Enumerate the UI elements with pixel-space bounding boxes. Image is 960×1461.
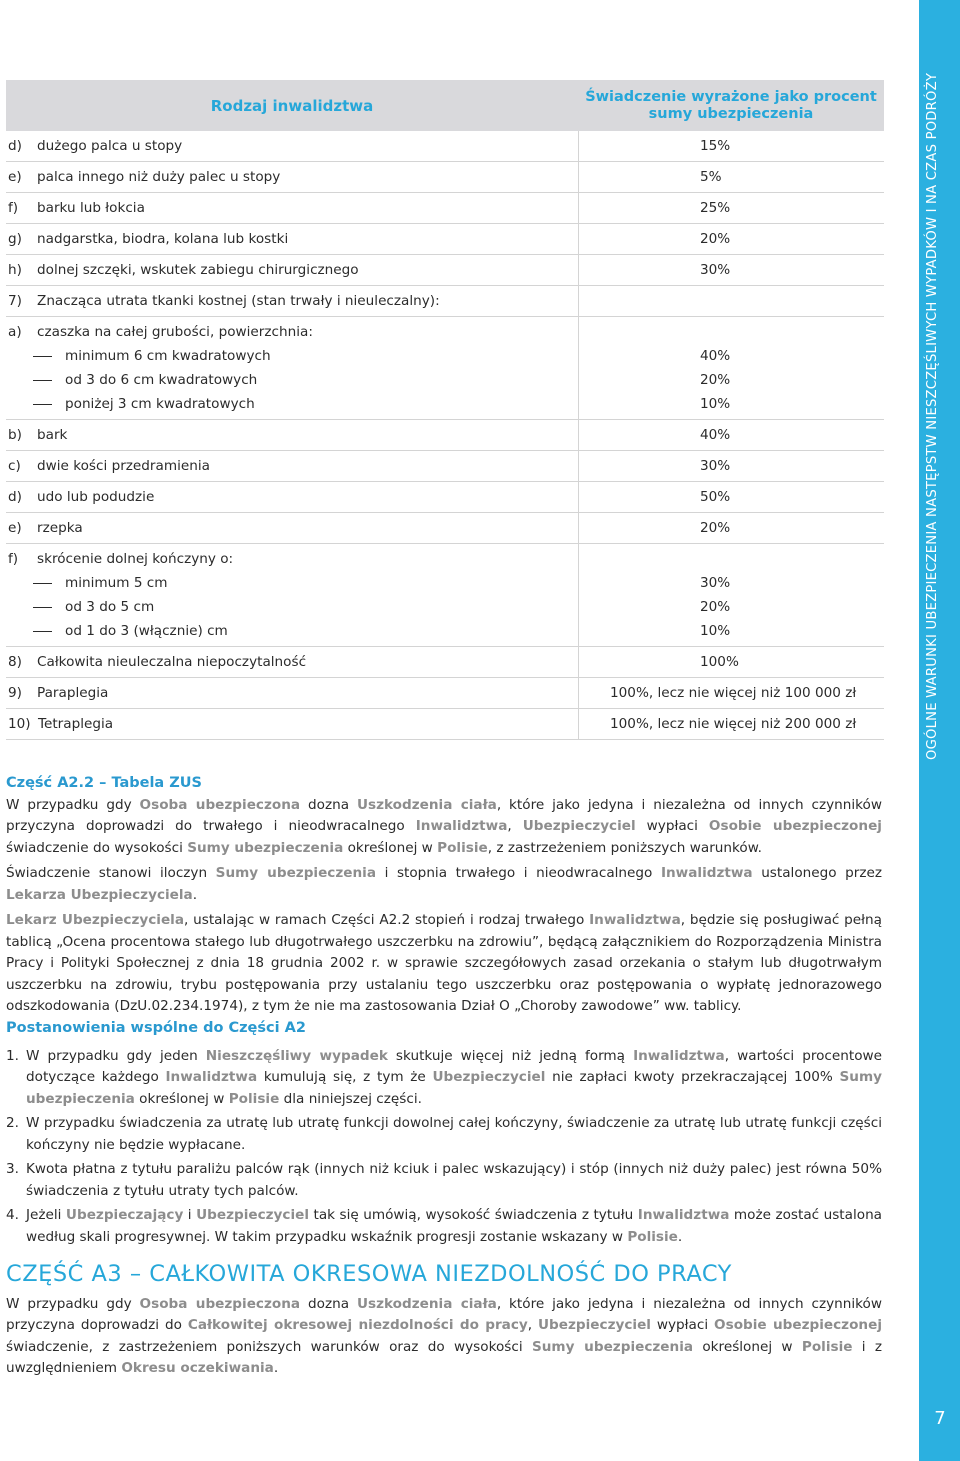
row-description — [6, 165, 578, 189]
table-row — [6, 255, 884, 286]
row-benefit — [578, 258, 884, 282]
sub-row-text: minimum 5 cm — [65, 575, 168, 591]
row-value: 20% — [700, 231, 731, 247]
provision-item — [6, 1113, 882, 1156]
row-text: dużego palca u stopy — [37, 138, 183, 154]
row-text: Tetraplegia — [38, 716, 114, 732]
table-row — [6, 513, 884, 544]
row-text: Paraplegia — [37, 685, 109, 701]
defined-term: Osoba ubezpieczona — [139, 796, 301, 813]
provision-text: W przypadku świadczenia za utratę lub utratę funkcji dowolnej całej kończyny, świadczenie za utratę lub utratę funkcji części kończyny nie będzie wypłacane. — [26, 1115, 882, 1153]
section-a2-2-paragraph-3: Lekarz Ubezpieczyciela, ustalając w ramach Części A2.2 stopień i rodzaj trwałego Inwalidztwa, będzie się posługiwać pełną tablicą „Ocena procentowa stałego lub długotrwałego uszczerbku na zdrowiu”, będącą załącznikiem do Rozporządzenia Ministra Pracy i Polityki Społecznej z dnia 18 grudnia 2002 r. w sprawie szczegółowych zasad orzekania o stałym lub długotrwałym uszczerbku na zdrowiu, trybu postępowania przy ustalaniu tego uszczerbku oraz postępowania o wypłatę jednorazowego odszkodowania (DzU.02.234.1974), z tym że nie ma zastosowania Dział O „Choroby zawodowe” ww. tablicy. — [6, 912, 882, 1014]
row-label: h) — [8, 262, 22, 278]
header-disability-type: Rodzaj inwalidztwa — [210, 96, 374, 115]
row-label: 8) — [8, 654, 22, 670]
row-description — [6, 227, 578, 251]
defined-term: Inwalidztwa — [165, 1069, 258, 1085]
defined-term: Inwalidztwa — [660, 865, 753, 881]
row-value: 50% — [700, 489, 731, 505]
defined-term: Inwalidztwa — [633, 1047, 725, 1064]
row-description — [6, 516, 578, 540]
common-provisions-list — [6, 1046, 882, 1249]
sub-row-text: od 3 do 5 cm — [65, 599, 155, 615]
row-description — [6, 681, 578, 705]
row-benefit — [578, 712, 884, 736]
sub-row-value: 10% — [700, 623, 731, 639]
row-value: 5% — [700, 169, 722, 185]
column-divider — [578, 131, 579, 740]
defined-term: Inwalidztwa — [415, 818, 508, 834]
defined-term: Nieszczęśliwy wypadek — [205, 1047, 388, 1064]
row-description — [6, 289, 578, 313]
table-row — [6, 678, 884, 709]
section-a3-paragraph-1: W przypadku gdy Osoba ubezpieczona dozna Uszkodzenia ciała, które jako jedyna i niezależna od innych czynników przyczyna doprowadzi do Całkowitej okresowej niezdolności do pracy, Ubezpieczyciel wypłaci Osobie ubezpieczonej świadczenie, z zastrzeżeniem poniższych warunków oraz do wysokości Sumy ubezpieczenia określonej w Polisie i z uwzględnieniem Okresu oczekiwania. — [6, 1295, 883, 1376]
row-description — [6, 423, 578, 447]
row-benefit — [578, 681, 884, 705]
defined-term: Inwalidztwa — [637, 1207, 730, 1223]
provision-item — [6, 1159, 882, 1202]
row-label: a) — [8, 324, 22, 340]
section-a2-2-paragraph-2: Świadczenie stanowi iloczyn Sumy ubezpieczenia i stopnia trwałego i nieodwracalnego Inwalidztwa ustalonego przez Lekarza Ubezpieczyciela. — [6, 865, 883, 903]
provision-item — [6, 1205, 882, 1248]
row-benefit — [578, 165, 884, 189]
provision-number: 3. — [6, 1161, 19, 1177]
defined-term: Uszkodzenia ciała — [356, 1295, 497, 1312]
side-label: OGÓLNE WARUNKI UBEZPIECZENIA NASTĘPSTW NIESZCZĘŚLIWYCH WYPADKÓW I NA CZAS PODRÓŻY — [925, 72, 940, 760]
row-description — [6, 196, 578, 220]
provision-number: 1. — [6, 1047, 19, 1064]
row-text: skrócenie dolnej kończyny o: — [37, 551, 234, 567]
row-benefit — [578, 227, 884, 251]
row-benefit — [578, 547, 884, 643]
defined-term: Ubezpieczający — [65, 1207, 184, 1223]
sub-row-value: 40% — [700, 348, 731, 364]
row-description — [6, 712, 578, 736]
row-benefit — [578, 134, 884, 158]
table-header — [6, 80, 884, 131]
provision-number: 2. — [6, 1115, 19, 1131]
row-label: 7) — [8, 293, 22, 309]
dash-bullet — [33, 404, 52, 405]
section-a2-2-heading: Część A2.2 – Tabela ZUS — [6, 775, 202, 791]
row-value: 100% — [700, 654, 739, 670]
table-row — [6, 162, 884, 193]
row-value: 25% — [700, 200, 731, 216]
table-row — [6, 193, 884, 224]
defined-term: Osobie ubezpieczonej — [708, 818, 882, 834]
row-value: 20% — [700, 520, 731, 536]
row-label: b) — [8, 427, 22, 443]
row-text: dwie kości przedramienia — [37, 458, 210, 474]
table-row — [6, 709, 884, 740]
sub-row-value: 30% — [700, 575, 731, 591]
row-text: nadgarstka, biodra, kolana lub kostki — [37, 231, 289, 247]
row-value: 30% — [700, 458, 731, 474]
defined-term: Polisie — [228, 1090, 280, 1107]
row-label: e) — [8, 169, 22, 185]
table-body — [6, 131, 884, 740]
defined-term: Ubezpieczyciel — [196, 1207, 310, 1223]
sub-row-text: poniżej 3 cm kwadratowych — [65, 396, 255, 412]
row-description — [6, 320, 578, 416]
row-label: 10) — [8, 716, 31, 732]
row-description — [6, 258, 578, 282]
row-text: czaszka na całej grubości, powierzchnia: — [37, 324, 313, 340]
table-row — [6, 482, 884, 513]
row-label: d) — [8, 138, 22, 154]
row-benefit — [578, 320, 884, 416]
table-row — [6, 420, 884, 451]
row-text: Całkowita nieuleczalna niepoczytalność — [37, 654, 307, 670]
row-label: d) — [8, 489, 22, 505]
dash-bullet — [33, 380, 52, 381]
row-benefit — [578, 196, 884, 220]
row-label: 9) — [8, 685, 22, 701]
defined-term: Inwalidztwa — [589, 912, 681, 928]
defined-term: Osoba ubezpieczona — [139, 1295, 301, 1312]
header-benefit-line2: sumy ubezpieczenia — [648, 105, 814, 122]
sub-row-value: 20% — [700, 372, 731, 388]
header-benefit-percent — [578, 80, 884, 131]
table-row — [6, 131, 884, 162]
defined-term: Osobie ubezpieczonej — [714, 1317, 882, 1333]
defined-term: Polisie — [801, 1338, 853, 1355]
row-label: e) — [8, 520, 22, 536]
defined-term: Polisie — [627, 1228, 678, 1245]
table-row — [6, 224, 884, 255]
page-number: 7 — [934, 1408, 946, 1429]
row-description — [6, 650, 578, 674]
dash-bullet — [33, 356, 52, 357]
row-benefit — [578, 289, 884, 313]
defined-term: Sumy ubezpieczenia — [215, 865, 377, 881]
row-label: g) — [8, 231, 22, 247]
table-row — [6, 544, 884, 647]
section-common-provisions — [6, 1018, 882, 1251]
benefits-table — [6, 80, 884, 740]
row-value: 40% — [700, 427, 731, 443]
dash-bullet — [33, 607, 52, 608]
row-value: 100%, lecz nie więcej niż 200 000 zł — [610, 716, 857, 732]
row-benefit — [578, 485, 884, 509]
section-a3-heading: CZĘŚĆ A3 – CAŁKOWITA OKRESOWA NIEZDOLNOŚĆ DO PRACY — [6, 1261, 732, 1287]
row-text: barku lub łokcia — [37, 200, 145, 216]
defined-term: Uszkodzenia ciała — [356, 796, 497, 813]
defined-term: Okresu oczekiwania — [121, 1360, 274, 1376]
section-a2-2 — [6, 773, 882, 1018]
sub-row-text: od 3 do 6 cm kwadratowych — [65, 372, 258, 388]
dash-bullet — [33, 631, 52, 632]
provision-text: W przypadku gdy jeden Nieszczęśliwy wypadek skutkuje więcej niż jedną formą Inwalidztwa, wartości procentowe dotyczące każdego Inwalidztwa kumulują się, z tym że Ubezpieczyciel nie zapłaci kwoty przekraczającej 100% Sumy ubezpieczenia określonej w Polisie dla niniejszej części. — [26, 1047, 883, 1107]
row-description — [6, 134, 578, 158]
row-label: f) — [8, 200, 19, 216]
row-label: c) — [8, 458, 21, 474]
row-benefit — [578, 516, 884, 540]
defined-term: Sumy ubezpieczenia — [187, 839, 344, 856]
sub-row-value: 20% — [700, 599, 731, 615]
defined-term: Lekarza Ubezpieczyciela — [6, 886, 193, 903]
defined-term: Ubezpieczyciel — [538, 1317, 651, 1333]
row-value: 15% — [700, 138, 731, 154]
row-description — [6, 547, 578, 643]
provision-text: Kwota płatna z tytułu paraliżu palców rąk (innych niż kciuk i palec wskazujący) i stóp (innych niż duży palec) jest równa 50% świadczenia z tytułu utraty tych palców. — [26, 1161, 882, 1199]
table-row — [6, 286, 884, 317]
defined-term: Ubezpieczyciel — [432, 1069, 546, 1085]
row-text: palca innego niż duży palec u stopy — [37, 169, 281, 185]
sub-row-text: od 1 do 3 (włącznie) cm — [65, 623, 228, 639]
defined-term: Całkowitej okresowej niezdolności do pracy — [187, 1317, 528, 1333]
row-text: dolnej szczęki, wskutek zabiegu chirurgicznego — [37, 262, 359, 278]
table-row — [6, 317, 884, 420]
defined-term: Ubezpieczyciel — [522, 818, 636, 834]
row-value: 100%, lecz nie więcej niż 100 000 zł — [610, 685, 857, 701]
table-row — [6, 451, 884, 482]
row-description — [6, 454, 578, 478]
sub-row-text: minimum 6 cm kwadratowych — [65, 348, 271, 364]
row-text: rzepka — [37, 520, 83, 536]
defined-term: Polisie — [437, 839, 488, 856]
row-value: 30% — [700, 262, 731, 278]
common-provisions-heading: Postanowienia wspólne do Części A2 — [6, 1020, 306, 1036]
row-text: udo lub podudzie — [37, 489, 155, 505]
section-a2-2-paragraph-1: W przypadku gdy Osoba ubezpieczona dozna Uszkodzenia ciała, które jako jedyna i niezależna od innych czynników przyczyna doprowadzi do trwałego i nieodwracalnego Inwalidztwa, Ubezpieczyciel wypłaci Osobie ubezpieczonej świadczenie do wysokości Sumy ubezpieczenia określonej w Polisie, z zastrzeżeniem poniższych warunków. — [6, 796, 882, 856]
dash-bullet — [33, 583, 52, 584]
section-a3 — [6, 1261, 883, 1380]
row-text: bark — [37, 427, 68, 443]
defined-term: Sumy ubezpieczenia — [531, 1338, 694, 1355]
provision-text: Jeżeli Ubezpieczający i Ubezpieczyciel tak się umówią, wysokość świadczenia z tytułu Inwalidztwa może zostać ustalona według skali progresywnej. W takim przypadku wskaźnik progresji zostanie wskazany w Polisie. — [26, 1207, 883, 1245]
row-text: Znacząca utrata tkanki kostnej (stan trwały i nieuleczalny): — [37, 293, 440, 309]
header-benefit-line1: Świadczenie wyrażone jako procent — [585, 88, 877, 105]
row-benefit — [578, 454, 884, 478]
defined-term: Sumy ubezpieczenia — [26, 1069, 882, 1107]
table-row — [6, 647, 884, 678]
row-benefit — [578, 423, 884, 447]
row-label: f) — [8, 551, 19, 567]
row-description — [6, 485, 578, 509]
defined-term: Lekarz Ubezpieczyciela — [6, 912, 185, 928]
provision-number: 4. — [6, 1207, 19, 1223]
provision-item — [6, 1046, 882, 1111]
sub-row-value: 10% — [700, 396, 731, 412]
row-benefit — [578, 650, 884, 674]
